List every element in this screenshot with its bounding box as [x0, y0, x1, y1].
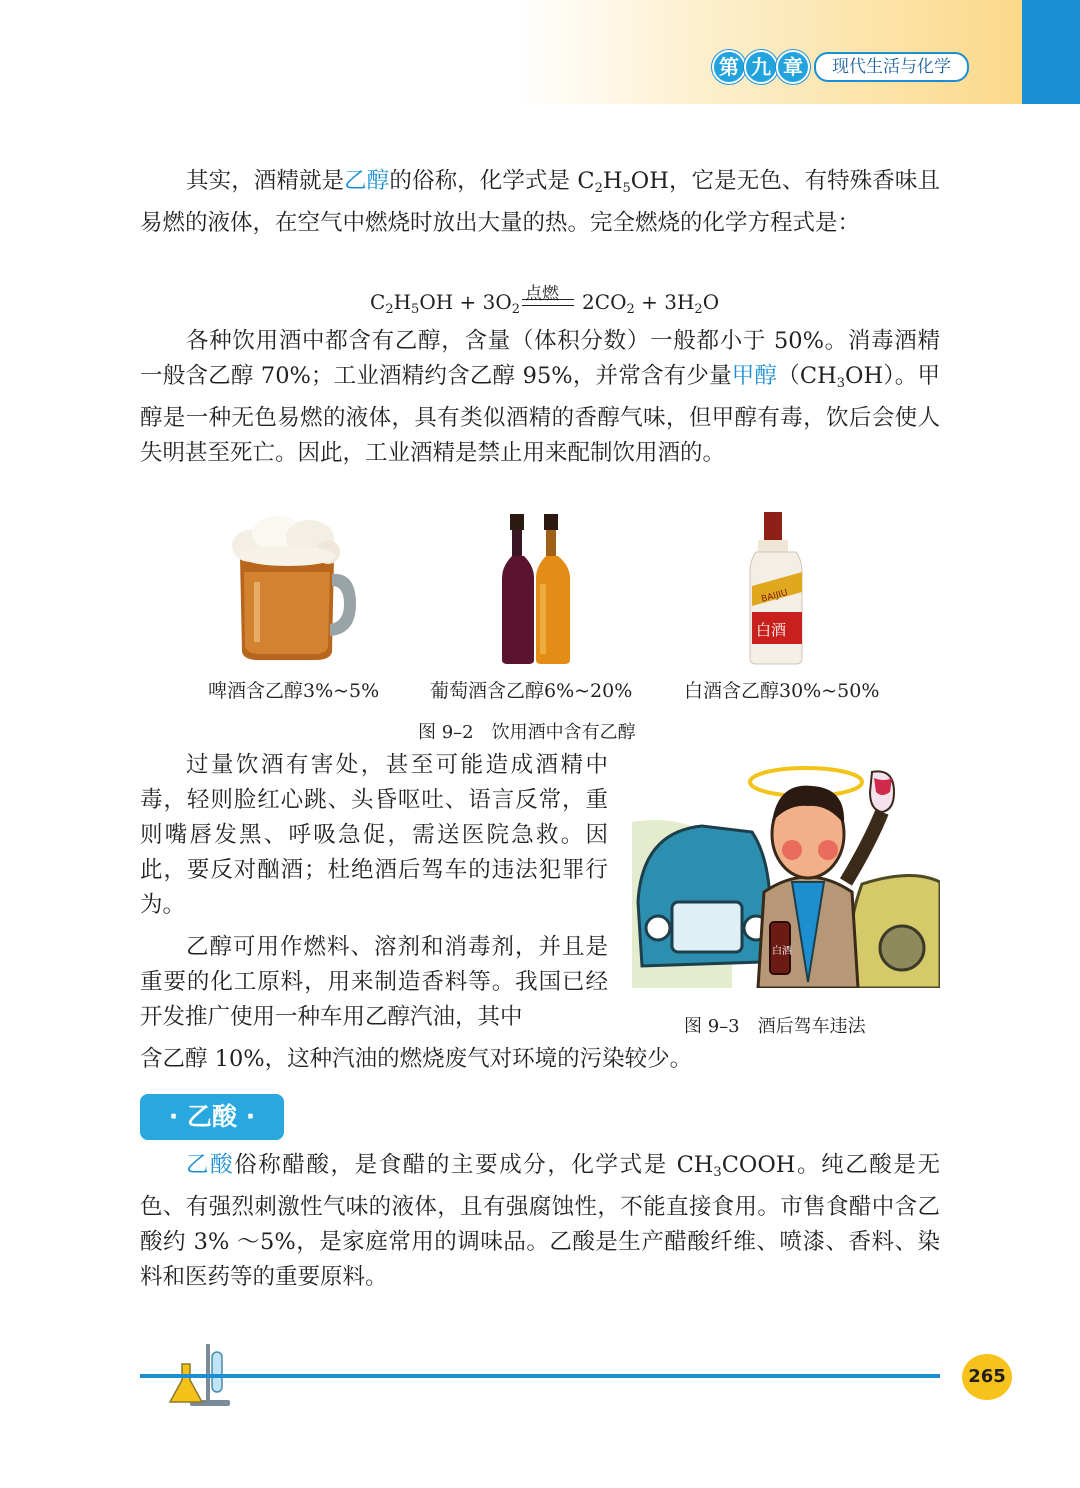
bottle-label-text: 白酒: [756, 621, 787, 639]
chapter-header: [712, 50, 969, 84]
keyword-ethanol: 乙醇: [344, 168, 390, 194]
baijiu-bottle-image: [746, 512, 808, 666]
combustion-equation: $C_2H_5OH + 3O_2$ $2CO_2 + 3H_2O$ 点燃: [370, 282, 719, 330]
chapter-title: 现代生活与化学: [814, 52, 969, 82]
chapter-char: 第: [712, 50, 746, 84]
footer-rule: [140, 1374, 940, 1378]
caption-beer: 啤酒含乙醇3%~5%: [208, 680, 380, 702]
reaction-condition: 点燃: [525, 284, 559, 304]
paragraph-ethanol-uses: 乙醇可用作燃料、溶剂和消毒剂，并且是重要的化工原料，用来制造香料等。我国已经开发推广使用一种车用乙醇汽油，其中: [140, 934, 608, 1030]
keyword-acetic-acid: 乙酸: [186, 1152, 235, 1178]
paragraph-ethanol-gasoline: 含乙醇 10%，这种汽油的燃烧废气对环境的污染较少。: [140, 1046, 693, 1072]
bottle-brand-text: BAIJIU: [760, 588, 789, 605]
keyword-methanol: 甲醇: [731, 363, 778, 389]
figure-9-2-label: 图 9–2 饮用酒中含有乙醇: [418, 722, 636, 743]
section-heading-acetic-acid: · 乙酸 ·: [140, 1094, 284, 1140]
cartoon-bottle-text: 白酒: [772, 946, 792, 957]
equation-equals-sign: [522, 299, 574, 306]
caption-wine: 葡萄酒含乙醇6%~20%: [430, 680, 633, 702]
beer-mug-image: [228, 512, 358, 662]
chapter-number-badge: [712, 50, 808, 84]
header-blue-tab: [1022, 0, 1080, 104]
paragraph-ethanol-intro: 其实，酒精就是乙醇的俗称，化学式是 $C_2H_5OH$，它是无色、有特殊香味且易燃的液体，在空气中燃烧时放出大量的热。完全燃烧的化学方程式是：: [140, 168, 940, 236]
wine-bottles-image: [498, 514, 580, 666]
chapter-char: 九: [744, 50, 778, 84]
paragraph-drinking-harm: 过量饮酒有害处，甚至可能造成酒精中毒，轻则脸红心跳、头昏呕吐、语言反常，重则嘴唇发黑、呼吸急促，需送医院急救。因此，要反对酗酒；杜绝酒后驾车的违法犯罪行为。: [140, 752, 608, 918]
page-number: 265: [962, 1354, 1012, 1400]
chapter-char: 章: [776, 50, 810, 84]
paragraph-acetic-acid: 乙酸俗称醋酸，是食醋的主要成分，化学式是 $CH_3COOH$。纯乙酸是无色、有强烈刺激性气味的液体，且有强腐蚀性，不能直接食用。市售食醋中含乙酸约 3% ～5%，是家庭常用的调味品。乙酸是生产醋酸纤维、喷漆、香料、染料和医药等的重要原料。: [140, 1152, 940, 1290]
figure-9-3-label: 图 9–3 酒后驾车违法: [684, 1016, 866, 1037]
paragraph-alcohol-content: 各种饮用酒中都含有乙醇，含量（体积分数）一般都小于 50%。消毒酒精一般含乙醇 70%；工业酒精约含乙醇 95%，并常含有少量甲醇$(CH_3OH)$。甲醇是一种无色易燃的液体，具有类似酒精的香醇气味，但甲醇有毒，饮后会使人失明甚至死亡。因此，工业酒精是禁止用来配制饮用酒的。: [140, 328, 940, 466]
caption-baijiu: 白酒含乙醇30%~50%: [684, 680, 880, 702]
drunk-driving-cartoon: [632, 752, 940, 988]
